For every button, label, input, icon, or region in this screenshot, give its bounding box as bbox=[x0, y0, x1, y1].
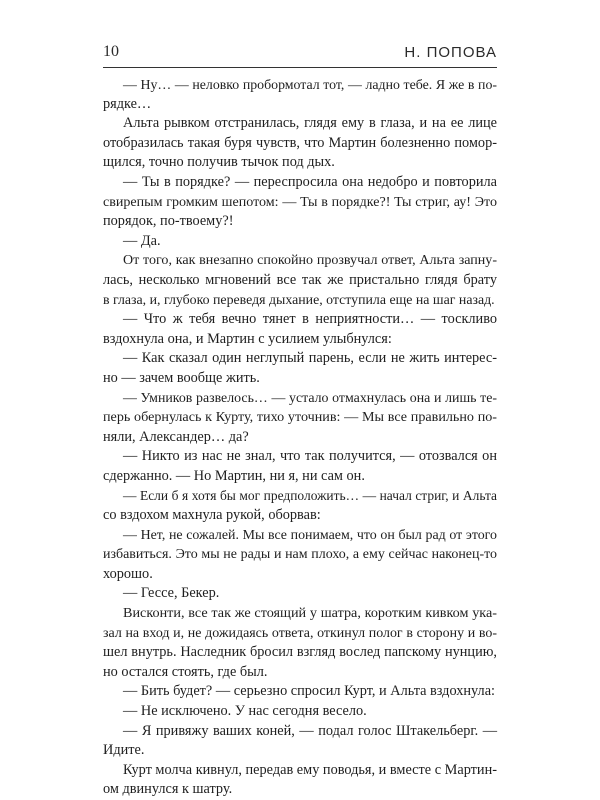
text-line: со вздохом махнула рукой, оборвав: bbox=[103, 507, 321, 524]
text-line: лась, несколько мгновений все так же пристально глядя брату bbox=[103, 271, 497, 288]
text-line: — Умников развелось… — устало отмахнулась она и лишь те- bbox=[123, 390, 497, 406]
text-line: — Как сказал один неглупый парень, если не жить интерес- bbox=[123, 350, 497, 367]
text-line: ом двинулся к шатру. bbox=[103, 781, 233, 798]
text-line: зал на вход и, не дожидаясь ответа, откинул полог в сторону и во- bbox=[103, 625, 497, 641]
text-line: Курт молча кивнул, передав ему поводья, и вместе с Мартин- bbox=[123, 761, 497, 778]
text-line: — Бить будет? — серьезно спросил Курт, и Альта вздохнула: bbox=[123, 683, 496, 700]
text-line: но — зачем вообще жить. bbox=[103, 369, 260, 386]
text-line: От того, как внезапно спокойно прозвучал ответ, Альта запну- bbox=[123, 252, 497, 269]
text-line: — Никто из нас не знал, что так получится, — отозвался он bbox=[123, 448, 497, 465]
text-line: — Я привяжу ваших коней, — подал голос Штакельберг. — bbox=[123, 722, 497, 739]
text-line: — Если б я хотя бы мог предположить… — начал стриг, и Альта bbox=[123, 488, 497, 504]
text-line: — Да. bbox=[123, 232, 161, 249]
text-line: щился, точно получив тычок под дых. bbox=[103, 154, 335, 171]
text-line: Висконти, все так же стоящий у шатра, коротким кивком ука- bbox=[123, 605, 497, 622]
author-name: Н. ПОПОВА bbox=[404, 43, 497, 61]
text-line: Альта рывком отстранилась, глядя ему в глаза, и на ее лице bbox=[123, 115, 497, 132]
page-number: 10 bbox=[103, 43, 119, 60]
text-line: — Ну… — неловко пробормотал тот, — ладно тебе. Я же в по- bbox=[123, 77, 497, 92]
text-line: няли, Александер… да? bbox=[103, 428, 249, 445]
text-line: — Что ж тебя вечно тянет в неприятности… — тоскливо bbox=[123, 311, 497, 328]
header-rule bbox=[103, 67, 497, 68]
text-line: отобразилась такая буря чувств, что Мартин болезненно помор- bbox=[103, 134, 497, 151]
text-line: избавиться. Это мы не рады и нам плохо, а ему сейчас наконец-то bbox=[103, 547, 497, 563]
text-line: вздохнула она, и Мартин с усилием улыбнулся: bbox=[103, 330, 392, 347]
text-line: — Гессе, Бекер. bbox=[123, 585, 220, 602]
text-line: — Не исключено. У нас сегодня весело. bbox=[123, 703, 367, 719]
text-line: перь обернулась к Курту, тихо уточнив: — Мы все правильно по- bbox=[103, 409, 497, 426]
text-line: порядок, по-твоему?! bbox=[103, 213, 234, 230]
text-line: рядке… bbox=[103, 95, 152, 112]
text-line: шел внутрь. Наследник бросил взгляд вослед папскому нунцию, bbox=[103, 644, 497, 661]
body-text bbox=[103, 75, 497, 800]
text-line: хорошо. bbox=[103, 565, 153, 582]
text-line: но остался стоять, где был. bbox=[103, 663, 268, 680]
text-line: Идите. bbox=[103, 742, 145, 759]
text-line: — Нет, не сожалей. Мы все понимаем, что он был рад от этого bbox=[123, 527, 497, 543]
text-line: сдержанно. — Но Мартин, ни я, ни сам он. bbox=[103, 467, 365, 484]
text-line: свирепым громким шепотом: — Ты в порядке?! Ты стриг, ау! Это bbox=[103, 193, 497, 210]
text-line: — Ты в порядке? — переспросила она недобро и повторила bbox=[123, 173, 497, 190]
running-header bbox=[103, 42, 497, 62]
text-line: в глаза, и, глубоко переведя дыхание, отступила еще на шаг назад. bbox=[103, 292, 495, 308]
